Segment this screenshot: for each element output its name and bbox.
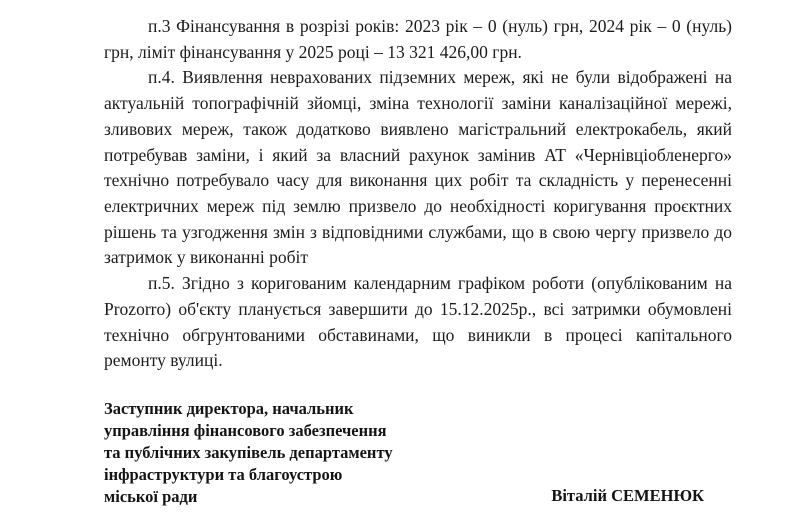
paragraph-4: п.4. Виявлення неврахованих підземних мереж, які не були відображені на актуальній топографічній зйомці, зміна технології заміни каналізаційної мережі, зливових мереж, також додатково виявлено магістральний електрокабель, який потребував заміни, і який за власний рахунок замінив АТ «Чернівціобленерго» технічно потребувало часу для виконання цих робіт та складність у перенесенні електричних мереж під землю призвело до необхідності коригування проєктних рішень та узгодження змін з відповідними службами, що в свою чергу призвело до затримок у виконанні робіт bbox=[104, 67, 732, 268]
signatory-title-line-5: міської ради bbox=[104, 486, 198, 506]
signatory-name: Віталій СЕМЕНЮК bbox=[551, 485, 704, 505]
document-body bbox=[104, 14, 732, 374]
signatory-title-line-1: Заступник директора, начальник bbox=[104, 399, 354, 418]
paragraph-3: п.3 Фінансування в розрізі років: 2023 рік – 0 (нуль) грн, 2024 рік – 0 (нуль) грн, ліміт фінансування у 2025 році – 13 321 426,00 грн. bbox=[104, 16, 732, 62]
signatory-title-line-2: управління фінансового забезпечення bbox=[104, 420, 387, 440]
signatory-title-line-4: інфраструктури та благоустрою bbox=[104, 464, 343, 484]
signature-block bbox=[104, 398, 732, 508]
paragraph-5: п.5. Згідно з коригованим календарним графіком роботи (опублікованим на Prozorro) об'єкту планується завершити до 15.12.2025р., всі затримки обумовлені технічно обгрунтованими обставинами, що виникли в процесі капітального ремонту вулиці. bbox=[104, 273, 732, 371]
signatory-title-line-3: та публічних закупівель департаменту bbox=[104, 442, 393, 462]
